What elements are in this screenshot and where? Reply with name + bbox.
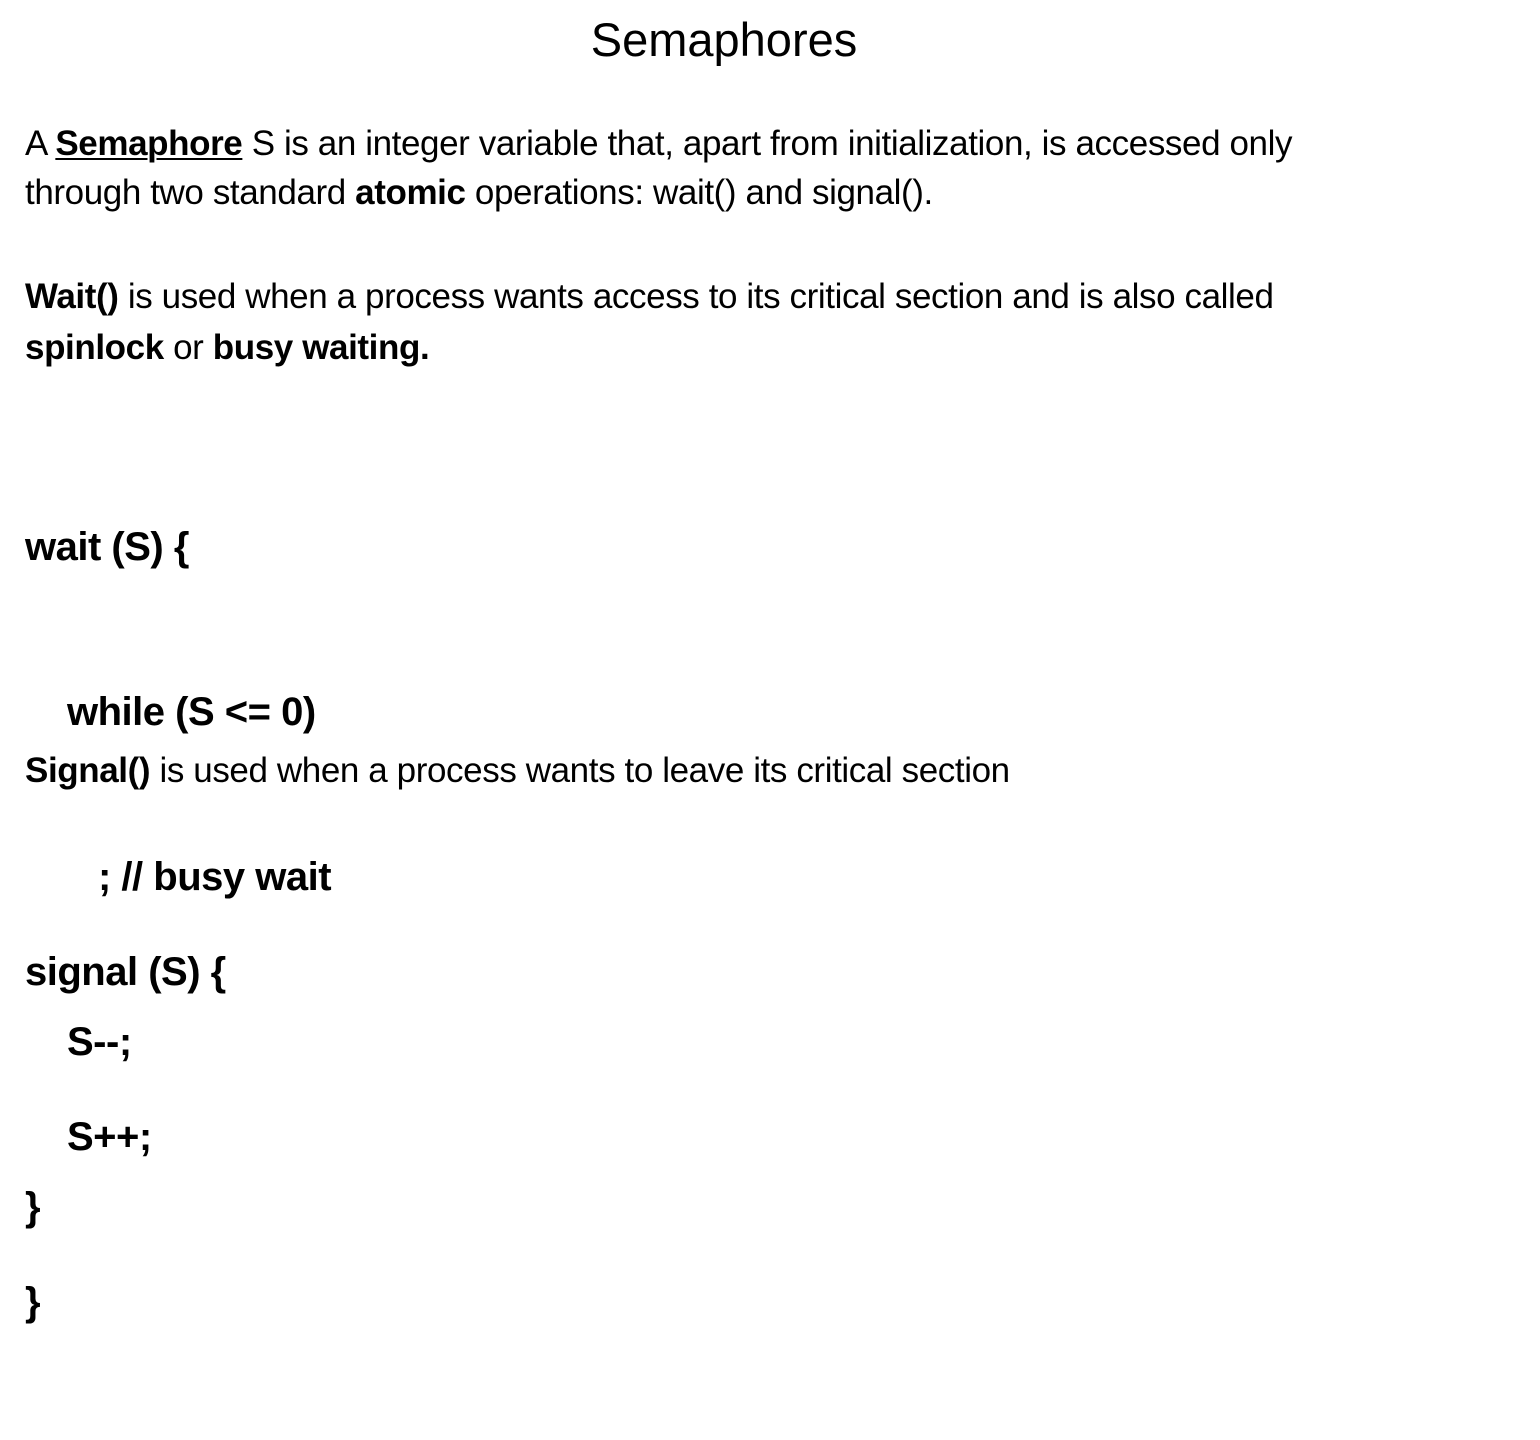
busy-waiting-term: busy waiting. [212,328,430,367]
wait-term: Wait() [25,277,119,316]
definition-text-1: S is an integer variable that, apart from initialization, is accessed only [242,124,1293,163]
wait-code-line-3: ; // busy wait [98,855,332,899]
wait-text-1: is used when a process wants access to its critical section and is also called [118,277,1274,316]
definition-text-2: through two standard [25,173,356,212]
definition-prefix: A [25,124,56,163]
wait-description [25,271,1505,373]
signal-term: Signal() [25,751,151,790]
wait-code-line-4: S--; [67,1020,132,1064]
wait-text-2: or [163,328,213,367]
semaphore-term: Semaphore [55,124,243,163]
signal-code-block [25,835,226,1440]
wait-code-line-5: } [25,1185,41,1229]
signal-text-1: is used when a process wants to leave its critical section [150,751,1010,790]
signal-description [25,746,1505,795]
wait-code-line-1: wait (S) { [25,525,189,569]
signal-code-line-1: signal (S) { [25,950,226,994]
semaphore-definition [25,119,1505,217]
slide-title: Semaphores [590,13,858,66]
signal-code-line-3: } [25,1280,41,1324]
definition-text-3: operations: wait() and signal(). [465,173,933,212]
wait-code-line-2: while (S <= 0) [67,690,316,734]
signal-code-line-2: S++; [67,1115,152,1159]
spinlock-term: spinlock [25,328,164,367]
atomic-term: atomic [355,173,466,212]
